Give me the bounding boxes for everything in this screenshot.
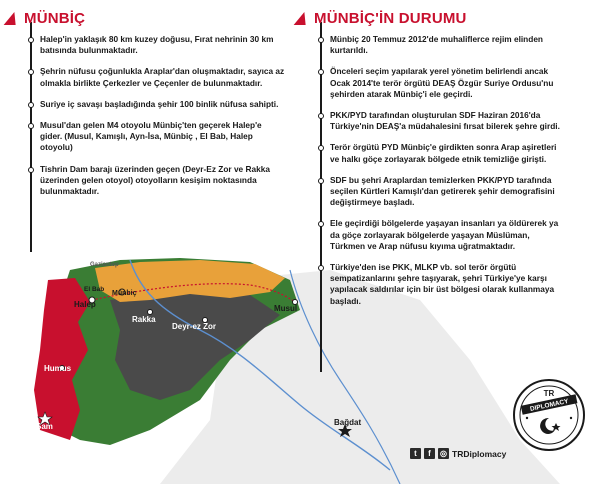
- bullet-icon: [318, 69, 324, 75]
- right-item: Türkiye'den ise PKK, MLKP vb. sol terör örgütü sempatizanlarını şehre taşıyarak, şehri Türkiye'ye karşı yapılacak saldırılar için bir üst bölgesi olarak kullanmaya başladı.: [326, 262, 564, 307]
- bullet-icon: [318, 113, 324, 119]
- facebook-icon[interactable]: f: [424, 448, 435, 459]
- svg-text:DIPLOMACY: DIPLOMACY: [529, 397, 570, 413]
- bullet-icon: [318, 37, 324, 43]
- bullet-icon: [318, 145, 324, 151]
- right-item: Terör örgütü PYD Münbiç'e girdikten sonra Arap aşiretleri ve halkı göçe zorlayarak bölgede etnik temizliğe girişti.: [326, 142, 564, 164]
- map-label-sam: Şam: [36, 422, 53, 431]
- bullet-icon: [318, 221, 324, 227]
- right-item: Münbiç 20 Temmuz 2012'de muhaliflerce rejim elinden kurtarıldı.: [326, 34, 564, 56]
- bullet-icon: [28, 37, 34, 43]
- map-label-gaziantep: Gaziantep: [90, 262, 119, 268]
- right-title: MÜNBİÇ'İN DURUMU: [314, 9, 467, 27]
- instagram-icon[interactable]: ◎: [438, 448, 449, 459]
- social-links: [410, 448, 506, 459]
- left-item: Suriye iç savaşı başladığında şehir 100 binlik nüfusa sahipti.: [36, 99, 286, 110]
- social-handle: TRDiplomacy: [452, 448, 507, 459]
- bullet-icon: [318, 265, 324, 271]
- map-label-halep: Halep: [74, 300, 96, 309]
- right-item: PKK/PYD tarafından oluşturulan SDF Haziran 2016'da Türkiye'nin DEAŞ'a müdahalesini fırsat bilerek şehre girdi.: [326, 110, 564, 132]
- map-label-munbic: Münbiç: [112, 290, 137, 297]
- left-column: [24, 8, 286, 197]
- right-column: [314, 8, 564, 307]
- left-item: Şehrin nüfusu çoğunlukla Araplar'dan oluşmaktadır, sayıca az olmakla birlikte Çerkezler ve Çeçenler de bulunmaktadır.: [36, 66, 286, 88]
- left-title: MÜNBİÇ: [24, 9, 86, 27]
- map-label-deyr: Deyr-ez Zor: [172, 322, 217, 331]
- bullet-icon: [28, 123, 34, 129]
- right-item: Önceleri seçim yapılarak yerel yönetim belirlendi ancak Ocak 2014'te terör örgütü DEAŞ Özgür Suriye Ordusu'nu şehirden atarak Münbiç'i ele geçirdi.: [326, 66, 564, 100]
- slash-icon: [294, 12, 311, 25]
- bullet-icon: [28, 167, 34, 173]
- map-label-el-bab: El Bab: [84, 286, 105, 293]
- svg-text:TR: TR: [543, 389, 555, 398]
- rakka-dot: [148, 310, 153, 315]
- map-label-bagdat: Bağdat: [334, 418, 362, 427]
- slash-icon: [4, 12, 21, 25]
- right-item: SDF bu şehri Araplardan temizlerken PKK/PYD tarafında seçilen Kürtleri Kamışlı'dan getirerek şehir demografisini değiştirmeye başladı.: [326, 175, 564, 209]
- right-item: Ele geçirdiği bölgelerde yaşayan insanları ya öldürerek ya da göçe zorlayarak bölgelerde yaşayan Müslüman, Türkmen ve Arap nüfusu kıyıma uğratmaktadır.: [326, 218, 564, 252]
- map-label-rakka: Rakka: [132, 315, 156, 324]
- bullet-icon: [28, 69, 34, 75]
- map-label-musul: Musul: [274, 304, 298, 313]
- left-item: Musul'dan gelen M4 otoyolu Münbiç'ten geçerek Halep'e gider. (Musul, Kamışlı, Ayn-İsa, Münbiç , El Bab, Halep otoyolu): [36, 120, 286, 154]
- map-label-humus: Humus: [44, 364, 72, 373]
- bullet-icon: [28, 102, 34, 108]
- left-timeline: [30, 22, 32, 252]
- left-item: Tishrin Dam barajı üzerinden geçen (Deyr-Ez Zor ve Rakka üzerinden gelen otoyol) otoyolların kesişim noktasında bulunmaktadır.: [36, 164, 286, 198]
- left-item: Halep'in yaklaşık 80 km kuzey doğusu, Fırat nehrinin 30 km batısında bulunmaktadır.: [36, 34, 286, 56]
- right-heading: [296, 8, 564, 28]
- left-heading: [6, 8, 286, 28]
- bullet-icon: [318, 178, 324, 184]
- trdiplomacy-seal-logo: [512, 378, 586, 452]
- twitter-icon[interactable]: t: [410, 448, 421, 459]
